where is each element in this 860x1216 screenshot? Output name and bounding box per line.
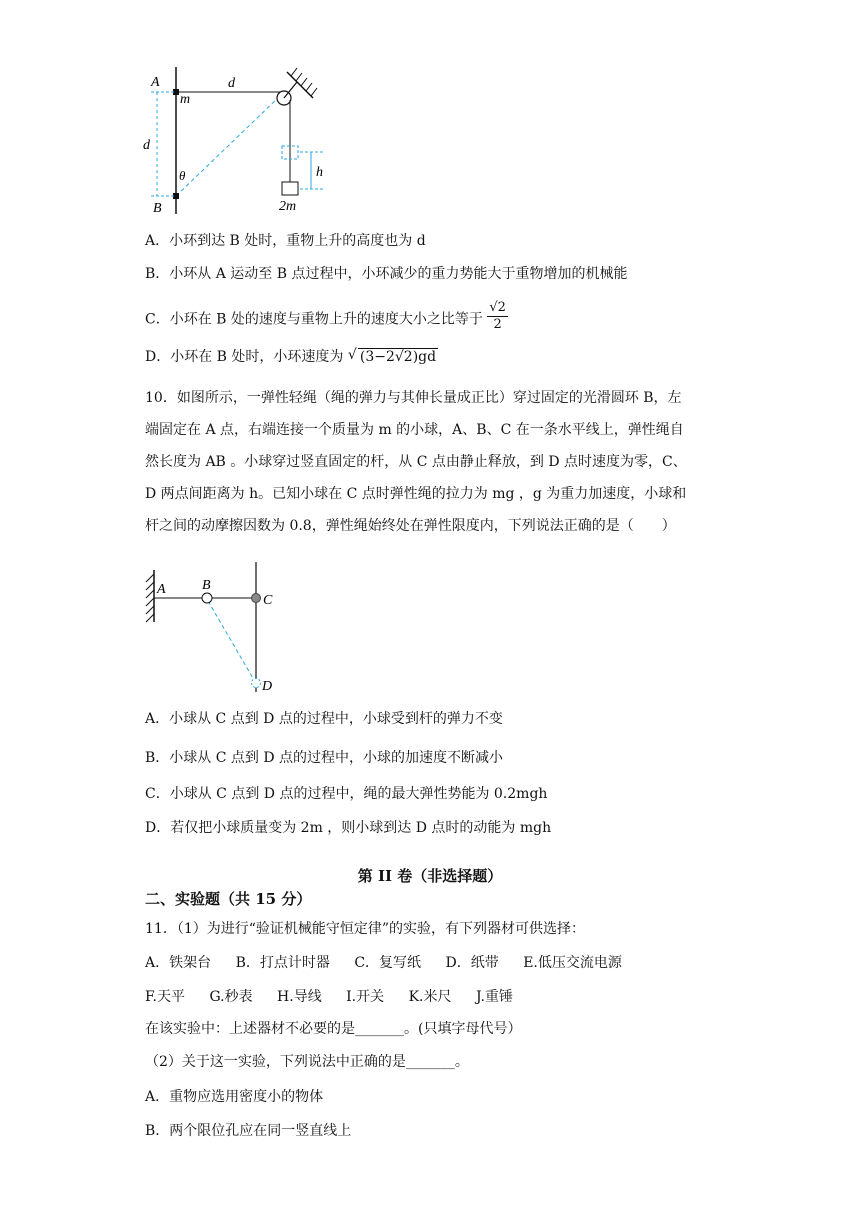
equipment-item: D．纸带 <box>445 955 499 971</box>
ball-at-C <box>252 594 261 603</box>
label-theta: θ <box>179 168 186 183</box>
label-d-top: d <box>228 76 235 91</box>
q11-equipment-row-1 <box>145 953 642 973</box>
figure-elastic-rope <box>140 562 290 697</box>
label-d-left: d <box>143 138 150 153</box>
q11-equipment-row-2 <box>145 987 533 1007</box>
q10-stem <box>145 382 725 542</box>
q10-option-B: B．小球从 C 点到 D 点的过程中，小球的加速度不断减小 <box>145 750 504 766</box>
q11-fill-blank-1: 在该实验中：上述器材不必要的是_______。(只填字母代号） <box>145 1021 522 1037</box>
label-A: A <box>157 582 166 597</box>
equipment-item: F.天平 <box>145 989 185 1005</box>
q9-option-A: A．小环到达 B 处时，重物上升的高度也为 d <box>145 233 426 249</box>
q10-option-C: C．小球从 C 点到 D 点的过程中，绳的最大弹性势能为 0.2mgh <box>145 786 548 802</box>
part2-title: 第 II 卷（非选择题） <box>357 867 503 885</box>
q9-option-D-text: D．小环在 B 处时，小环速度为 <box>145 349 344 365</box>
equipment-item: I.开关 <box>346 989 385 1005</box>
equipment-item: J.重锤 <box>475 989 513 1005</box>
q10-stem-line: 杆之间的动摩擦因数为 0.8，弹性绳始终处在弹性限度内，下列说法正确的是（ ） <box>145 518 676 534</box>
sqrt-expression: √ (3−2√2)gd <box>347 347 437 365</box>
label-m: m <box>180 92 191 107</box>
equipment-item: A．铁架台 <box>145 955 212 971</box>
rope-dashed <box>176 96 280 196</box>
equipment-item: E.低压交流电源 <box>523 955 622 971</box>
frac-denominator: 2 <box>493 317 502 332</box>
q11-option-B: B．两个限位孔应在同一竖直线上 <box>145 1123 352 1139</box>
weight-2m <box>282 182 298 195</box>
q9-option-C <box>145 300 508 336</box>
label-D: D <box>262 679 273 694</box>
q10-option-D: D．若仅把小球质量变为 2m ，则小球到达 D 点时的动能为 mgh <box>145 820 552 836</box>
frac-numerator: √2 <box>489 300 506 315</box>
equipment-item: B．打点计时器 <box>235 955 330 971</box>
q10-stem-line: 端固定在 A 点，右端连接一个质量为 m 的小球，A、B、C 在一条水平线上，弹性绳自 <box>145 422 684 438</box>
equipment-item: K.米尺 <box>408 989 452 1005</box>
section2-title: 二、实验题（共 15 分） <box>145 890 312 908</box>
q11-stem: 11．（1）为进行“验证机械能守恒定律”的实验，有下列器材可供选择： <box>145 921 586 937</box>
ring-B <box>202 593 212 603</box>
q10-stem-line: 然长度为 AB 。小球穿过竖直固定的杆，从 C 点由静止释放，到 D 点时速度为零，C、 <box>145 454 687 470</box>
q11-part2: （2）关于这一实验，下列说法中正确的是_______。 <box>145 1054 469 1070</box>
label-B: B <box>202 578 211 593</box>
equipment-item: H.导线 <box>277 989 322 1005</box>
equipment-item: G.秒表 <box>209 989 253 1005</box>
q10-stem-line: D 两点间距离为 h。已知小球在 C 点时弹性绳的拉力为 mg ，g 为重力加速度，小球和 <box>145 486 687 502</box>
label-C: C <box>263 593 273 608</box>
figure-ring-pulley <box>135 62 335 217</box>
q9-option-C-text: C．小环在 B 处的速度与重物上升的速度大小之比等于 <box>145 311 483 328</box>
sqrt-radicand: (3−2√2)gd <box>359 349 437 365</box>
label-h: h <box>316 165 323 180</box>
q9-option-D <box>145 347 438 367</box>
q9-option-C-fraction <box>487 300 508 333</box>
label-B: B <box>153 201 162 216</box>
label-2m: 2m <box>279 199 297 214</box>
q11-option-A: A．重物应选用密度小的物体 <box>145 1089 324 1105</box>
ball-at-D <box>252 679 261 688</box>
q10-option-A: A．小球从 C 点到 D 点的过程中，小球受到杆的弹力不变 <box>145 711 503 727</box>
q10-stem-line: 10．如图所示，一弹性轻绳（绳的弹力与其伸长量成正比）穿过固定的光滑圆环 B，左 <box>145 390 682 406</box>
rope-dashed <box>208 601 254 680</box>
q9-option-B: B．小环从 A 运动至 B 点过程中，小环减少的重力势能大于重物增加的机械能 <box>145 266 628 282</box>
label-A: A <box>151 75 160 90</box>
equipment-item: C．复写纸 <box>354 955 422 971</box>
